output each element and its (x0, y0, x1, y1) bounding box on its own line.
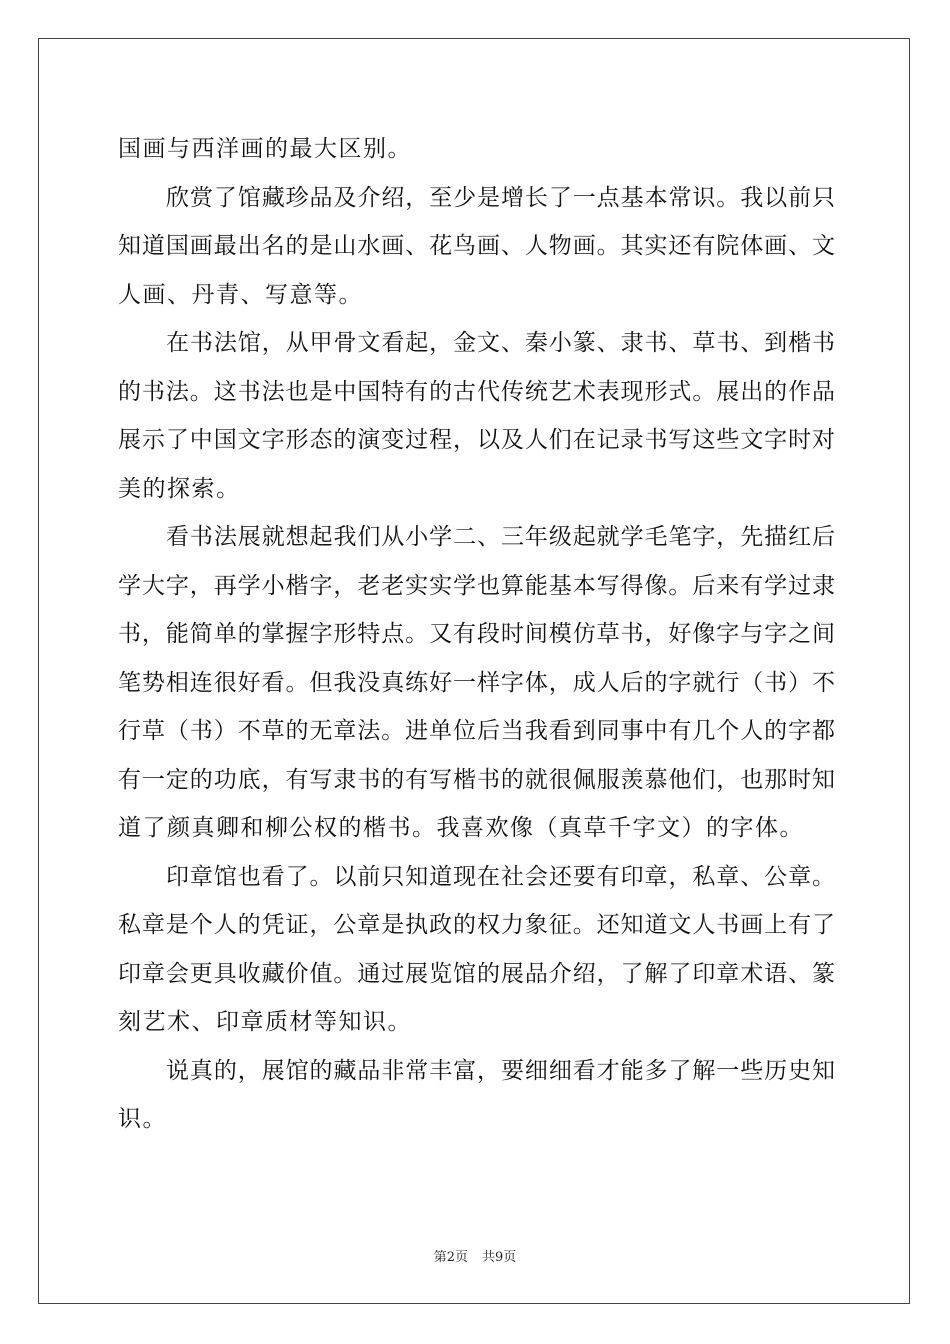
text-line: 印章会更具收藏价值。通过展览馆的展品介绍，了解了印章术语、篆 (118, 960, 835, 987)
text-line: 道了颜真卿和柳公权的楷书。我喜欢像（真草千字文）的字体。 (118, 815, 804, 841)
text-line: 的书法。这书法也是中国特有的古代传统艺术表现形式。展出的作品 (118, 378, 835, 405)
page-number: 第2页 (433, 1250, 468, 1265)
text-line: 私章是个人的凭证，公章是执政的权力象征。还知道文人书画上有了 (118, 912, 835, 938)
text-line: 国画与西洋画的最大区别。 (118, 136, 412, 162)
text-line: 欣赏了馆藏珍品及介绍，至少是增长了一点基本常识。我以前只 (166, 184, 835, 211)
page-footer (0, 1246, 950, 1265)
text-line: 行草（书）不草的无章法。进单位后当我看到同事中有几个人的字都 (118, 718, 835, 744)
text-line: 人画、丹青、写意等。 (118, 281, 363, 308)
text-line: 笔势相连很好看。但我没真练好一样字体，成人后的字就行（书）不 (118, 669, 835, 696)
text-line: 书，能简单的掌握字形特点。又有段时间模仿草书，好像字与字之间 (118, 621, 835, 647)
page-total: 共9页 (482, 1250, 517, 1265)
text-line: 识。 (118, 1106, 167, 1132)
text-line: 印章馆也看了。以前只知道现在社会还要有印章，私章、公章。 (166, 863, 835, 890)
text-line: 学大字，再学小楷字，老老实实学也算能基本写得像。后来有学过隶 (118, 572, 835, 599)
text-line: 在书法馆，从甲骨文看起，金文、秦小篆、隶书、草书、到楷书 (166, 330, 835, 356)
text-line: 刻艺术、印章质材等知识。 (118, 1009, 412, 1035)
text-line: 展示了中国文字形态的演变过程，以及人们在记录书写这些文字时对 (118, 427, 835, 453)
text-line: 有一定的功底，有写隶书的有写楷书的就很佩服羡慕他们，也那时知 (118, 766, 835, 793)
text-line: 说真的，展馆的藏品非常丰富，要细细看才能多了解一些历史知 (166, 1057, 835, 1084)
text-line: 知道国画最出名的是山水画、花鸟画、人物画。其实还有院体画、文 (118, 233, 835, 259)
text-line: 看书法展就想起我们从小学二、三年级起就学毛笔字，先描红后 (166, 524, 835, 550)
document-body (118, 125, 835, 1144)
text-line: 美的探索。 (118, 475, 241, 502)
